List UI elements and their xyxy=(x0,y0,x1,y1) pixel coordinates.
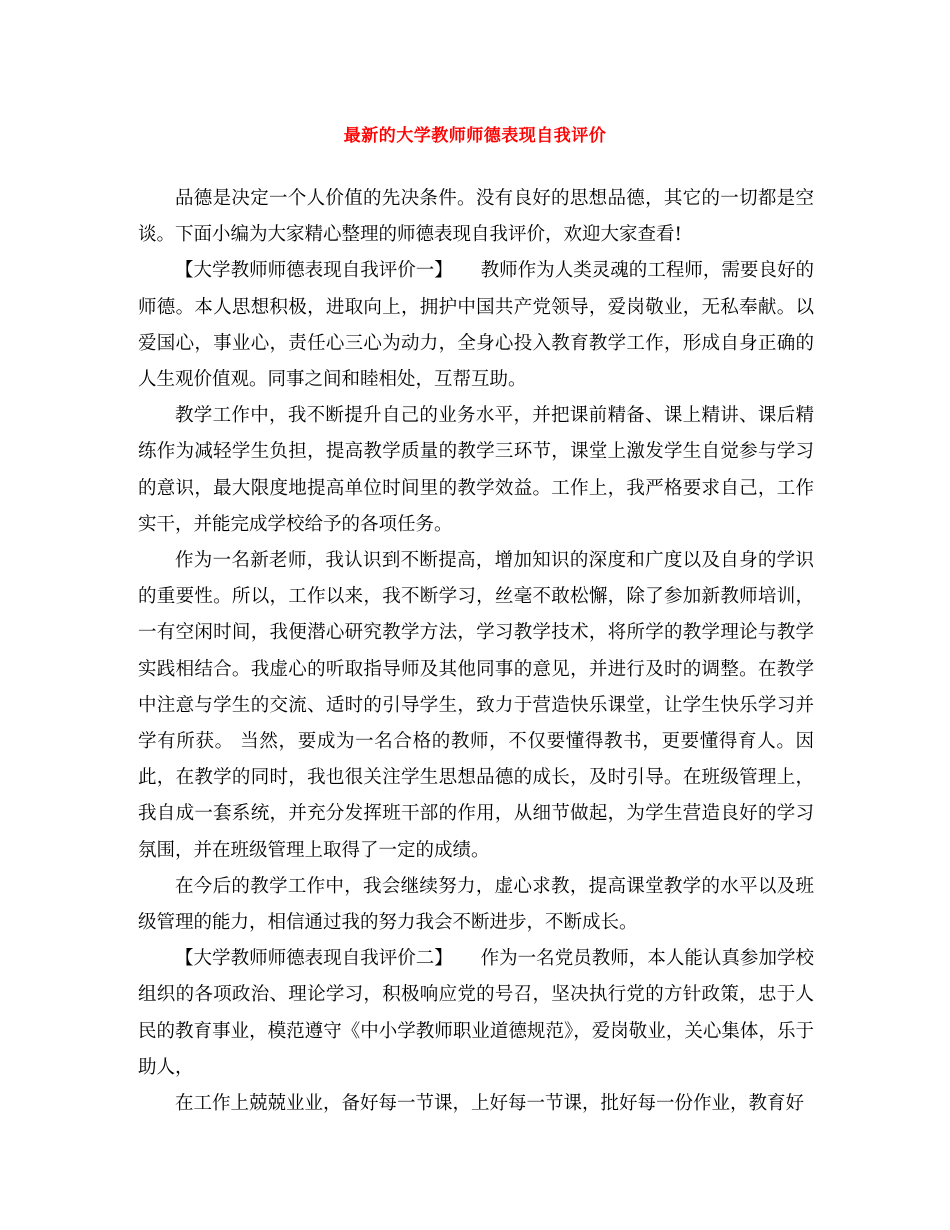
paragraph-future: 在今后的教学工作中，我会继续努力，虚心求教，提高课堂教学的水平以及班级管理的能力，相信通过我的努力我会不断进步，不断成长。 xyxy=(138,875,814,934)
page-title: 最新的大学教师师德表现自我评价 xyxy=(343,126,607,146)
paragraph-intro: 品德是决定一个人价值的先决条件。没有良好的思想品德，其它的一切都是空谈。下面小编为大家精心整理的师德表现自我评价，欢迎大家查看! xyxy=(138,188,814,246)
paragraph-evaluation-one: 【大学教师师德表现自我评价一】 教师作为人类灵魂的工程师，需要良好的师德。本人思想积极，进取向上，拥护中国共产党领导，爱岗敬业，无私奉献。以爱国心，事业心，责任心三心为动力，全身心投入教育教学工作，形成自身正确的人生观价值观。同事之间和睦相处，互帮互助。 xyxy=(138,260,814,391)
paragraph-new-teacher: 作为一名新老师，我认识到不断提高，增加知识的深度和广度以及自身的学识的重要性。所以，工作以来，我不断学习，丝毫不敢松懈，除了参加新教师培训，一有空闲时间，我便潜心研究教学方法，学习教学技术，将所学的教学理论与教学实践相结合。我虚心的听取指导师及其他同事的意见，并进行及时的调整。在教学中注意与学生的交流、适时的引导学生，致力于营造快乐课堂，让学生快乐学习并学有所获。 当然，要成为一名合格的教师，不仅要懂得教书，更要懂得育人。因此，在教学的同时，我也很关注学生思想品德的成长，及时引导。在班级管理上，我自成一套系统，并充分发挥班干部的作用，从细节做起，为学生营造良好的学习氛围，并在班级管理上取得了一定的成绩。 xyxy=(138,550,814,861)
paragraph-evaluation-two: 【大学教师师德表现自我评价二】 作为一名党员教师，本人能认真参加学校组织的各项政治、理论学习，积极响应党的号召，坚决执行党的方针政策，忠于人民的教育事业，模范遵守《中小学教师职业道德规范》，爱岗敬业，关心集体，乐于助人， xyxy=(138,948,814,1078)
paragraph-teaching-work: 教学工作中，我不断提升自己的业务水平，并把课前精备、课上精讲、课后精练作为减轻学生负担，提高教学质量的教学三环节，课堂上激发学生自觉参与学习的意识，最大限度地提高单位时间里的教学效益。工作上，我严格要求自己，工作实干，并能完成学校给予的各项任务。 xyxy=(138,405,814,535)
document-body xyxy=(138,181,814,1122)
paragraph-work-diligence: 在工作上兢兢业业，备好每一节课，上好每一节课，批好每一份作业，教育好 xyxy=(175,1093,805,1115)
